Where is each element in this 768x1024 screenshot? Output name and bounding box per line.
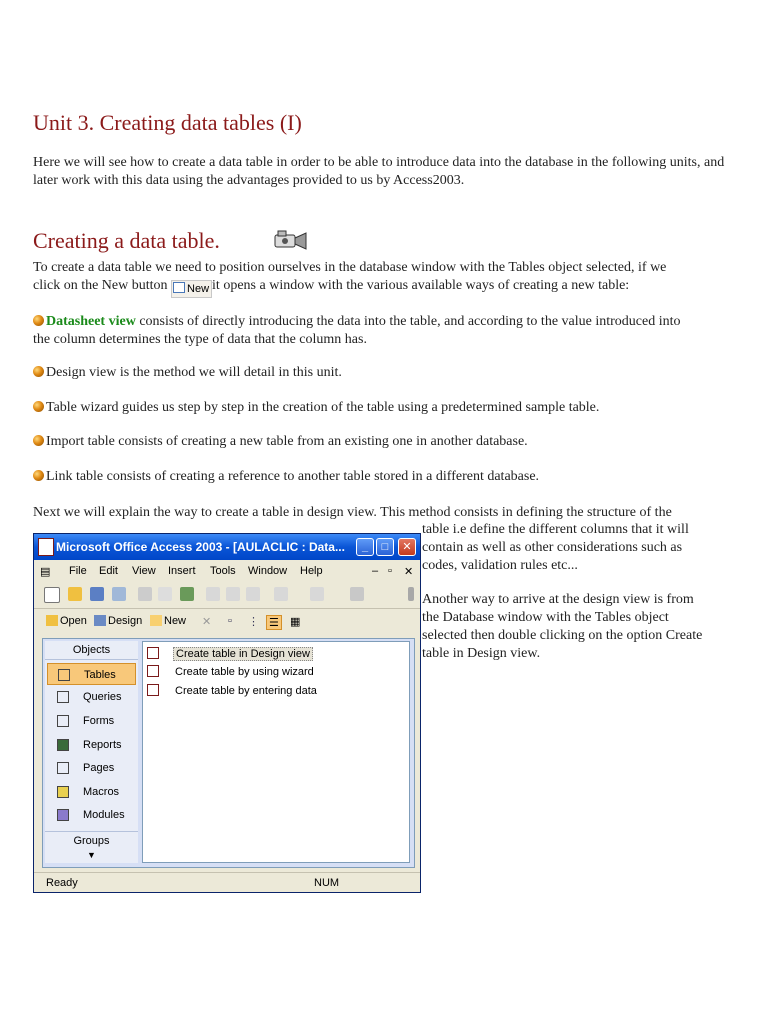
video-camera-icon[interactable] (274, 230, 308, 250)
side-line: table in Design view. (422, 646, 541, 661)
menu-help[interactable]: Help (300, 565, 323, 577)
objects-label: Pages (83, 762, 115, 774)
new-label: New (187, 283, 210, 295)
side-line: Another way to arrive at the design view is from (422, 592, 694, 607)
large-icons-icon[interactable]: ▫ (228, 615, 232, 627)
office-links-icon[interactable] (310, 587, 324, 601)
new-table-icon (173, 282, 185, 293)
bullet-text: Link table consists of creating a reference to another table stored in a different database. (46, 469, 540, 484)
new-icon (150, 615, 162, 626)
bullet-text: Import table consists of creating a new table from an existing one in another database. (46, 434, 528, 449)
objects-pane (45, 641, 138, 863)
cut-icon[interactable] (206, 587, 220, 601)
design-icon (94, 615, 106, 626)
paragraph-line: Next we will explain the way to create a table in design view. This method consists in defining the structure of the (33, 505, 672, 520)
reports-icon (57, 739, 69, 751)
paragraph-line (33, 277, 629, 298)
bullet-icon (33, 401, 44, 412)
bullet-text: the column determines the type of data that the column has. (33, 332, 367, 347)
design-button[interactable] (94, 615, 142, 627)
new-button-inline[interactable] (171, 280, 212, 298)
side-line: codes, validation rules etc... (422, 558, 578, 573)
bullet-icon (33, 366, 44, 377)
paragraph-text: it opens a window with the various available ways of creating a new table: (212, 278, 630, 293)
db-icon[interactable]: ▤ (40, 566, 51, 578)
queries-icon (57, 691, 69, 703)
bullet-text: Design view is the method we will detail in this unit. (46, 365, 342, 380)
bullet-link (33, 468, 539, 486)
small-icons-icon[interactable]: ⋮ (248, 616, 259, 628)
window-title: Microsoft Office Access 2003 - [AULACLIC : Data... (56, 540, 345, 554)
bullet-wizard (33, 399, 599, 417)
bullet-design (33, 364, 342, 382)
bullet-icon (33, 435, 44, 446)
macros-icon (57, 786, 69, 798)
menu-insert[interactable]: Insert (168, 565, 196, 577)
paragraph-text: click on the New button (33, 278, 172, 293)
objects-item-modules[interactable] (47, 804, 136, 826)
list-item-entering-data[interactable] (147, 683, 319, 700)
search-icon[interactable] (112, 587, 126, 601)
open-label: Open (60, 615, 87, 627)
list-item-design-view[interactable] (147, 646, 313, 663)
paste-icon[interactable] (246, 587, 260, 601)
chevron-down-icon[interactable]: ▼ (87, 850, 96, 860)
side-line: the Database window with the Tables object (422, 610, 669, 625)
new-file-icon[interactable] (44, 587, 60, 603)
spelling-icon[interactable] (180, 587, 194, 601)
menu-window[interactable]: Window (248, 565, 288, 577)
access-app-icon (38, 538, 54, 556)
database-window (42, 638, 415, 868)
objects-label: Reports (83, 739, 122, 751)
tables-list (142, 641, 410, 863)
objects-label: Queries (83, 691, 122, 703)
objects-item-pages[interactable] (47, 757, 136, 779)
menu-file[interactable]: File (69, 565, 87, 577)
bullet-text: Table wizard guides us step by step in the creation of the table using a predetermined sample table. (46, 400, 600, 415)
status-bar (34, 872, 420, 893)
print-icon[interactable] (138, 587, 152, 601)
menu-view[interactable]: View (132, 565, 156, 577)
analyze-icon[interactable] (350, 587, 364, 601)
side-line: contain as well as other considerations such as (422, 540, 683, 555)
new-button[interactable] (150, 615, 186, 627)
side-line: table i.e define the different columns that it will (422, 522, 689, 537)
objects-item-forms[interactable] (47, 710, 136, 732)
intro-paragraph: Here we will see how to create a data table in order to be able to introduce data into the database in the following units, and later work with this data using the advantages provided to us by Access2003. (33, 155, 725, 188)
objects-label: Forms (83, 715, 115, 727)
wizard-icon (147, 647, 159, 659)
status-text: Ready (46, 877, 78, 889)
design-label: Design (108, 615, 143, 627)
delete-icon[interactable]: ✕ (202, 616, 212, 628)
bullet-icon (33, 470, 44, 481)
print-preview-icon[interactable] (158, 587, 172, 601)
objects-label: Macros (83, 786, 120, 798)
database-toolbar (34, 610, 420, 634)
doc-restore-icon[interactable]: ▫ (388, 565, 392, 577)
list-item-wizard[interactable] (147, 664, 316, 681)
side-line: selected then double clicking on the option Create (422, 628, 703, 643)
paragraph-line: To create a data table we need to position ourselves in the database window with the Tables object selected, if we (33, 260, 667, 275)
bullet-import (33, 433, 528, 451)
objects-item-tables[interactable] (47, 663, 136, 685)
open-button[interactable] (46, 615, 87, 627)
list-item-label: Create table by entering data (175, 685, 317, 697)
menu-tools[interactable]: Tools (210, 565, 236, 577)
bullet-datasheet (33, 313, 743, 349)
save-icon[interactable] (90, 587, 104, 601)
objects-label: Modules (83, 809, 125, 821)
objects-header[interactable]: Objects (45, 641, 138, 660)
datasheet-view-link[interactable]: Datasheet view (46, 314, 136, 329)
forms-icon (57, 715, 69, 727)
side-text-1 (422, 521, 732, 575)
modules-icon (57, 809, 69, 821)
page-title: Unit 3. Creating data tables (I) (33, 110, 302, 135)
doc-close-icon[interactable]: ✕ (404, 566, 414, 578)
objects-item-queries[interactable] (47, 686, 136, 708)
wizard-icon (147, 665, 159, 677)
groups-header[interactable]: Groups (45, 831, 138, 850)
tables-icon (58, 669, 70, 681)
objects-label: Tables (84, 669, 116, 681)
details-view-icon[interactable]: ▦ (290, 616, 301, 628)
list-item-label: Create table in Design view (173, 647, 313, 661)
copy-icon[interactable] (226, 587, 240, 601)
minimize-icon[interactable]: _ (356, 538, 374, 556)
access-window (33, 533, 421, 893)
pages-icon (57, 762, 69, 774)
open-icon (46, 615, 58, 626)
section-title: Creating a data table. (33, 228, 220, 253)
num-lock-indicator: NUM (314, 877, 340, 889)
maximize-icon[interactable]: □ (376, 538, 394, 556)
doc-minimize-icon[interactable]: – (372, 565, 379, 577)
list-view-icon[interactable]: ☰ (266, 615, 282, 630)
undo-icon[interactable] (274, 587, 288, 601)
new-label: New (164, 615, 187, 627)
window-titlebar[interactable] (34, 534, 420, 560)
menu-edit[interactable]: Edit (99, 565, 118, 577)
toolbar-options-icon[interactable] (408, 587, 414, 601)
list-item-label: Create table by using wizard (175, 666, 314, 678)
objects-item-macros[interactable] (47, 781, 136, 803)
close-icon[interactable]: ✕ (398, 538, 416, 556)
bullet-icon (33, 315, 44, 326)
objects-item-reports[interactable] (47, 734, 136, 756)
bullet-text: consists of directly introducing the data into the table, and according to the value introduced into (135, 314, 681, 329)
standard-toolbar (34, 582, 420, 609)
open-folder-icon[interactable] (68, 587, 82, 601)
menu-bar (34, 560, 420, 583)
wizard-icon (147, 684, 159, 696)
side-text-2 (422, 591, 732, 663)
